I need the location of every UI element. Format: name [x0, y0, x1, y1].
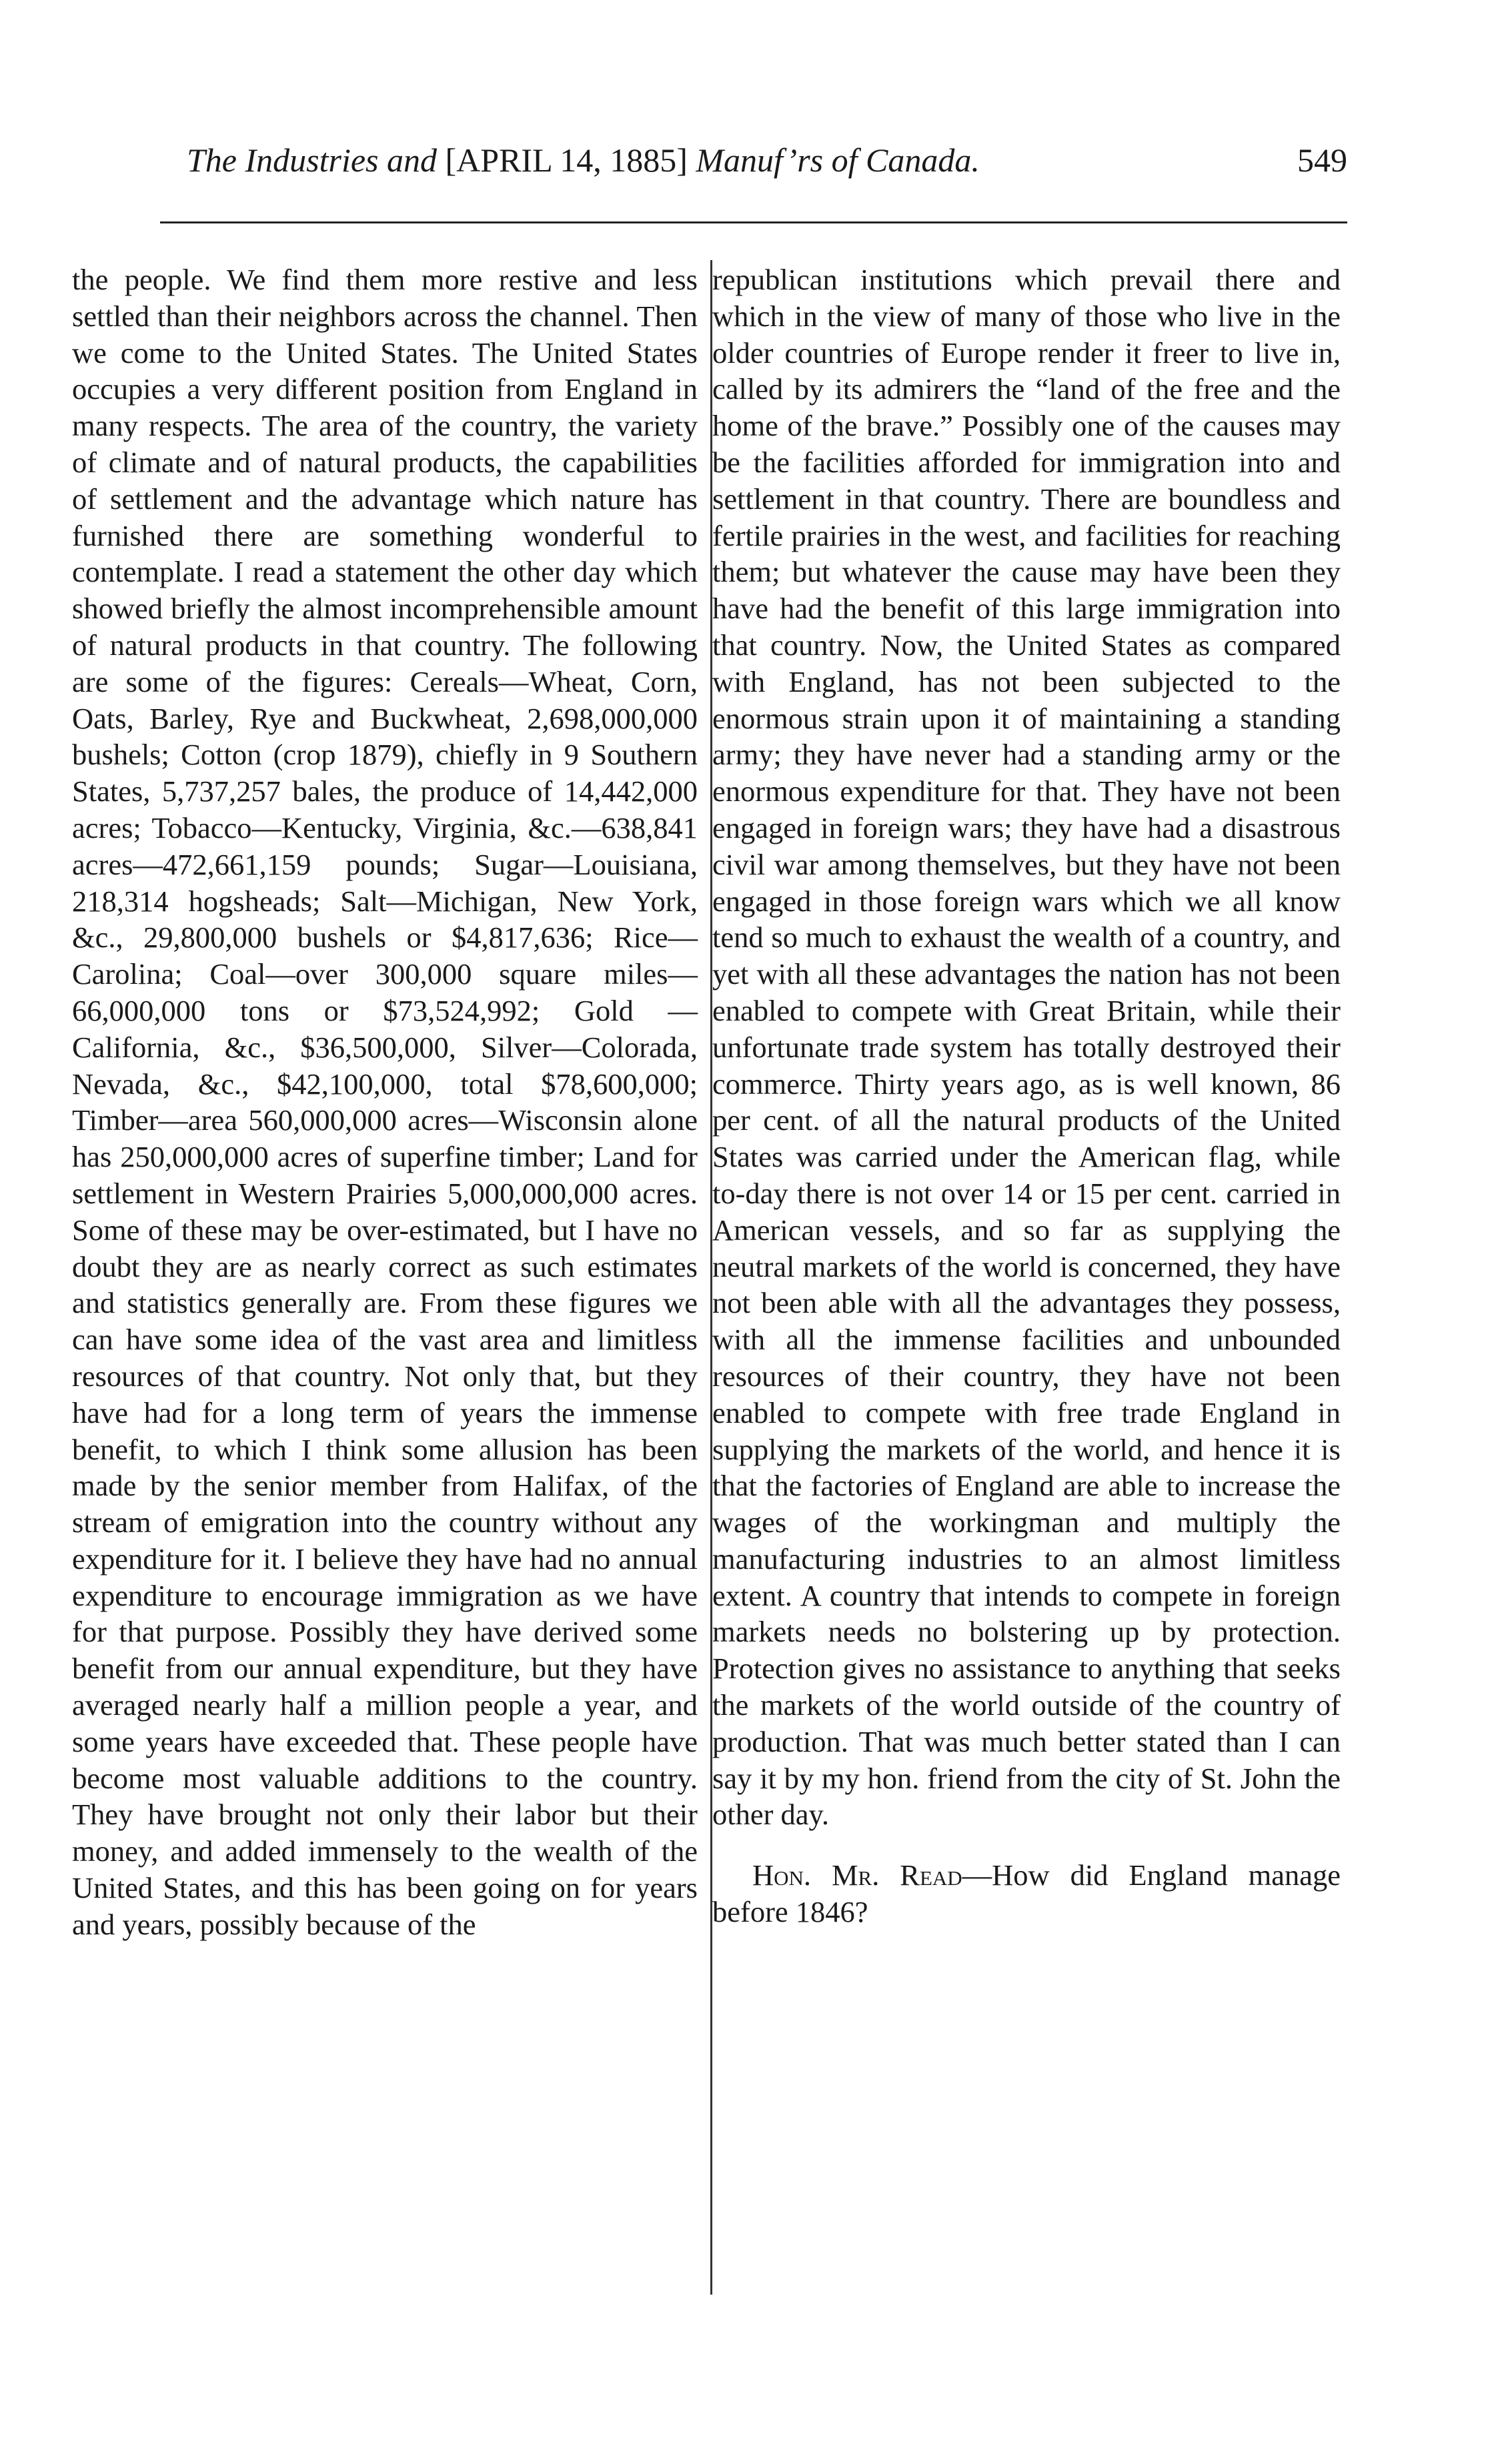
- header-rule: [160, 221, 1347, 223]
- issue-date: [APRIL 14, 1885]: [445, 141, 688, 179]
- journal-name-left: The Industries and: [187, 141, 437, 179]
- right-column-text: republican institutions which prevail there and which in the view of many of those who live in the older countries of Europe render it freer to live in, called by its admirers the “land of the free and the home of the brave.” Possibly one of the causes may be the facilities afforded for immigration into and settlement in that country. There are boundless and fertile prairies in the west, and facilities for reaching them; but whatever the cause may have been they have had the benefit of this large immigration into that country. Now, the United States as compared with England, has not been subjected to the enormous strain upon it of maintaining a standing army; they have never had a standing army or the enormous expenditure for that. They have not been engaged in foreign wars; they have had a disastrous civil war among themselves, but they have not been engaged in those foreign wars which we all know tend so much to exhaust the wealth of a country, and yet with all these advantages the nation has not been enabled to compete with Great Britain, while their unfortunate trade system has totally destroyed their commerce. Thirty years ago, as is well known, 86 per cent. of all the natural products of the United States was carried under the American flag, while to-day there is not over 14 or 15 per cent. carried in American vessels, and so far as supplying the neutral markets of the world is concerned, they have not been able with all the advantages they possess, with all the immense facilities and unbounded resources of their country, they have not been enabled to compete with free trade England in supplying the markets of the world, and hence it is that the factories of England are able to increase the wages of the workingman and multiply the manufacturing industries to an almost limitless extent. A country that intends to compete in foreign markets needs no bolstering up by protection. Protection gives no assistance to anything that seeks the markets of the world outside of the country of production. That was much better stated than I can say it by my hon. friend from the city of St. John the other day.: [712, 263, 1341, 1832]
- page-number: 549: [1297, 141, 1347, 179]
- page-header: [167, 137, 1347, 183]
- right-column: [712, 261, 1341, 1930]
- running-title: [187, 137, 980, 183]
- interjection: [712, 1857, 1341, 1930]
- left-column: [72, 261, 698, 1943]
- left-column-text: the people. We find them more restive and less settled than their neighbors across the channel. Then we come to the United States. The United States occupies a very different position from England in many respects. The area of the country, the variety of climate and of natural products, the capabilities of settlement and the advantage which nature has furnished there are something wonderful to contemplate. I read a statement the other day which showed briefly the almost incomprehensible amount of natural products in that country. The following are some of the figures: Cereals—Wheat, Corn, Oats, Barley, Rye and Buckwheat, 2,698,000,000 bushels; Cotton (crop 1879), chiefly in 9 Southern States, 5,737,257 bales, the produce of 14,442,000 acres; Tobacco—Kentucky, Virginia, &c.—638,841 acres—472,661,159 pounds; Sugar—Louisiana, 218,314 hogsheads; Salt—Michigan, New York, &c., 29,800,000 bushels or $4,817,636; Rice—Carolina; Coal—over 300,000 square miles—66,000,000 tons or $73,524,992; Gold — California, &c., $36,500,000, Silver—Colorada, Nevada, &c., $42,100,000, total $78,600,000; Timber—area 560,000,000 acres—Wisconsin alone has 250,000,000 acres of superfine timber; Land for settlement in Western Prairies 5,000,000,000 acres. Some of these may be over-estimated, but I have no doubt they are as nearly correct as such estimates and statistics generally are. From these figures we can have some idea of the vast area and limitless resources of that country. Not only that, but they have had for a long term of years the immense benefit, to which I think some allusion has been made by the senior member from Halifax, of the stream of emigration into the country without any expenditure for it. I believe they have had no annual expenditure to encourage immigration as we have for that purpose. Possibly they have derived some benefit from our annual expenditure, but they have averaged nearly half a million people a year, and some years have exceeded that. These people have become most valuable additions to the country. They have brought not only their labor but their money, and added immensely to the wealth of the United States, and this has been going on for years and years, possibly because of the: [72, 263, 698, 1941]
- journal-name-right: Manuf’rs of Canada.: [696, 141, 980, 179]
- speaker-question: —How did England manage before 1846?: [712, 1858, 1341, 1929]
- speaker-name: Hon. Mr. Read: [752, 1858, 962, 1892]
